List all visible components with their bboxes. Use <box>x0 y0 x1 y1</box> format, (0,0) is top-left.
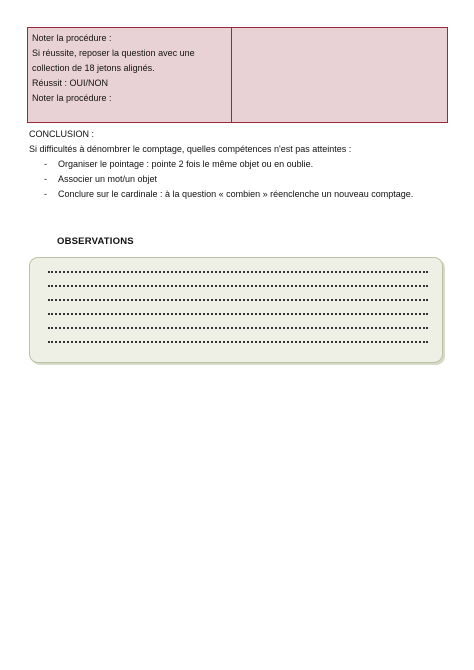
procedure-line: Noter la procédure : <box>32 93 112 103</box>
bullet-dash: - <box>44 189 47 199</box>
list-item-text: Associer un mot/un objet <box>58 174 158 184</box>
bullet-dash: - <box>44 174 47 184</box>
conclusion-heading: CONCLUSION : <box>29 129 95 139</box>
observations-box[interactable] <box>29 257 443 363</box>
dotted-line <box>48 271 428 273</box>
empty-cell <box>232 28 447 122</box>
procedure-line: Si réussite, reposer la question avec une <box>32 48 195 58</box>
list-item-text: Organiser le pointage : pointe 2 fois le même objet ou en oublie. <box>58 159 314 169</box>
observations-title: OBSERVATIONS <box>57 236 134 247</box>
dotted-line <box>48 341 428 343</box>
dotted-line <box>48 285 428 287</box>
list-item-text: Conclure sur le cardinale : à la question « combien » réenclenche un nouveau comptage. <box>58 189 414 199</box>
procedure-line: Réussit : OUI/NON <box>32 78 109 88</box>
dotted-line <box>48 299 428 301</box>
conclusion-intro: Si difficultés à dénombrer le comptage, quelles compétences n'est pas atteintes : <box>29 144 352 154</box>
conclusion-list <box>29 157 459 202</box>
procedure-cell <box>28 28 232 122</box>
list-item <box>29 157 459 172</box>
conclusion-section <box>29 127 459 202</box>
list-item <box>29 172 459 187</box>
list-item <box>29 187 459 202</box>
dotted-line <box>48 327 428 329</box>
dotted-line <box>48 313 428 315</box>
procedure-line: Noter la procédure : <box>32 33 112 43</box>
procedure-line: collection de 18 jetons alignés. <box>32 63 155 73</box>
procedure-table <box>27 27 448 123</box>
bullet-dash: - <box>44 159 47 169</box>
